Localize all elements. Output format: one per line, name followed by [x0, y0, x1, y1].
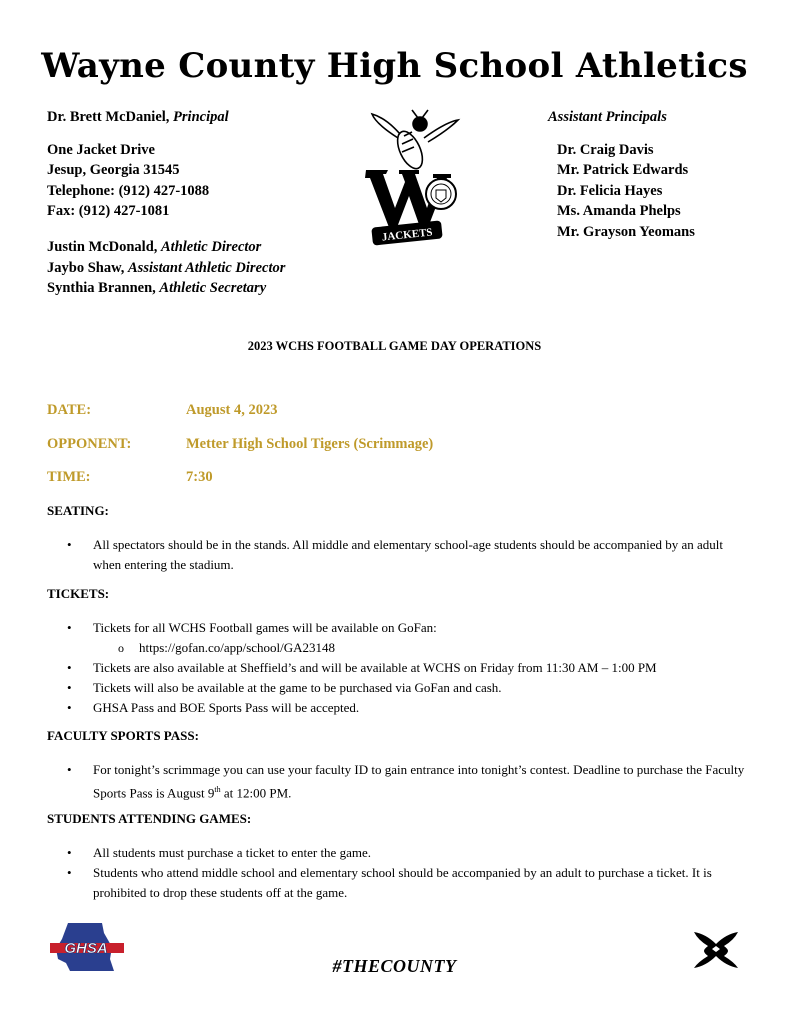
date-label: DATE:	[47, 402, 92, 418]
logo-text: JACKETS	[381, 226, 434, 244]
assistant-principal: Dr. Felicia Hayes	[557, 182, 663, 199]
faculty-pass-heading: FACULTY SPORTS PASS:	[47, 728, 199, 743]
gofan-link[interactable]: o https://gofan.co/app/school/GA23148	[47, 638, 747, 658]
list-item: • All students must purchase a ticket to enter the game.	[47, 843, 747, 863]
staff-line	[47, 278, 285, 299]
principal-name: Dr. Brett McDaniel,	[47, 109, 170, 125]
opponent-row	[47, 436, 433, 453]
principal-role: Principal	[173, 109, 229, 125]
assistant-principals	[548, 107, 695, 243]
date-row	[47, 402, 277, 419]
school-info	[47, 107, 285, 299]
yellow-jacket-logo	[358, 108, 470, 250]
staff-name: Justin McDonald,	[47, 238, 158, 255]
list-item: • Students who attend middle school and elementary school should be accompanied by an adult to purchase a ticket. It is prohibited to drop these students off at the game.	[47, 863, 747, 903]
date-value: August 4, 2023	[186, 402, 278, 418]
assistant-principals-heading	[548, 107, 695, 128]
address-line: Jesup, Georgia 31545	[47, 162, 180, 179]
page-title: Wayne County High School Athletics	[41, 46, 748, 86]
staff-role: Athletic Secretary	[159, 280, 267, 297]
list-item: • Tickets will also be available at the game to be purchased via GoFan and cash.	[47, 678, 747, 698]
time-row	[47, 469, 213, 486]
assistant-principal: Dr. Craig Davis	[557, 141, 654, 158]
tickets-heading: TICKETS:	[47, 586, 110, 601]
telephone: Telephone: (912) 427-1088	[47, 182, 210, 199]
students-list	[47, 843, 747, 903]
ghsa-logo-text: GHSA	[64, 940, 108, 957]
faculty-text: For tonight’s scrimmage you can use your faculty ID to gain entrance into tonight’s contest. Deadline to purchase the Faculty Sports Pass is August 9	[93, 762, 745, 801]
assistant-principal: Ms. Amanda Phelps	[557, 203, 681, 220]
staff-line	[47, 258, 285, 279]
assistant-principal: Mr. Grayson Yeomans	[557, 223, 695, 240]
staff-role: Athletic Director	[161, 238, 262, 255]
list-item: • Tickets are also available at Sheffield’s and will be available at WCHS on Friday from 11:30 AM – 1:00 PM	[47, 658, 747, 678]
seating-list	[47, 535, 747, 575]
principal-line	[47, 107, 285, 128]
time-label: TIME:	[47, 469, 91, 485]
tickets-list	[47, 618, 747, 718]
staff-name: Synthia Brannen,	[47, 280, 156, 297]
list-item	[47, 760, 747, 803]
opponent-label: OPPONENT:	[47, 436, 132, 452]
seating-heading: SEATING:	[47, 503, 109, 518]
faculty-pass-list	[47, 760, 747, 803]
operations-title: 2023 WCHS FOOTBALL GAME DAY OPERATIONS	[247, 339, 542, 353]
staff-name: Jaybo Shaw,	[47, 259, 125, 276]
staff-role: Assistant Athletic Director	[128, 259, 286, 276]
staff-line	[47, 237, 285, 258]
assistant-principal: Mr. Patrick Edwards	[557, 162, 689, 179]
ordinal-suffix: th	[214, 785, 221, 794]
opponent-value: Metter High School Tigers (Scrimmage)	[186, 436, 434, 452]
list-item: • GHSA Pass and BOE Sports Pass will be accepted.	[47, 698, 747, 718]
students-heading: STUDENTS ATTENDING GAMES:	[47, 811, 252, 826]
assistant-principals-heading-text: Assistant Principals	[548, 109, 667, 125]
list-item: • Tickets for all WCHS Football games will be available on GoFan:	[47, 618, 747, 638]
hashtag: #THECOUNTY	[332, 956, 457, 976]
fax: Fax: (912) 427-1081	[47, 203, 170, 220]
faculty-text-end: at 12:00 PM.	[220, 785, 292, 801]
time-value: 7:30	[186, 469, 213, 485]
under-armour-logo	[690, 930, 742, 968]
address-line: One Jacket Drive	[47, 141, 155, 158]
assistant-principal-list	[548, 140, 695, 243]
list-item: • All spectators should be in the stands. All middle and elementary school-age students should be accompanied by an adult when entering the stadium.	[47, 535, 747, 575]
